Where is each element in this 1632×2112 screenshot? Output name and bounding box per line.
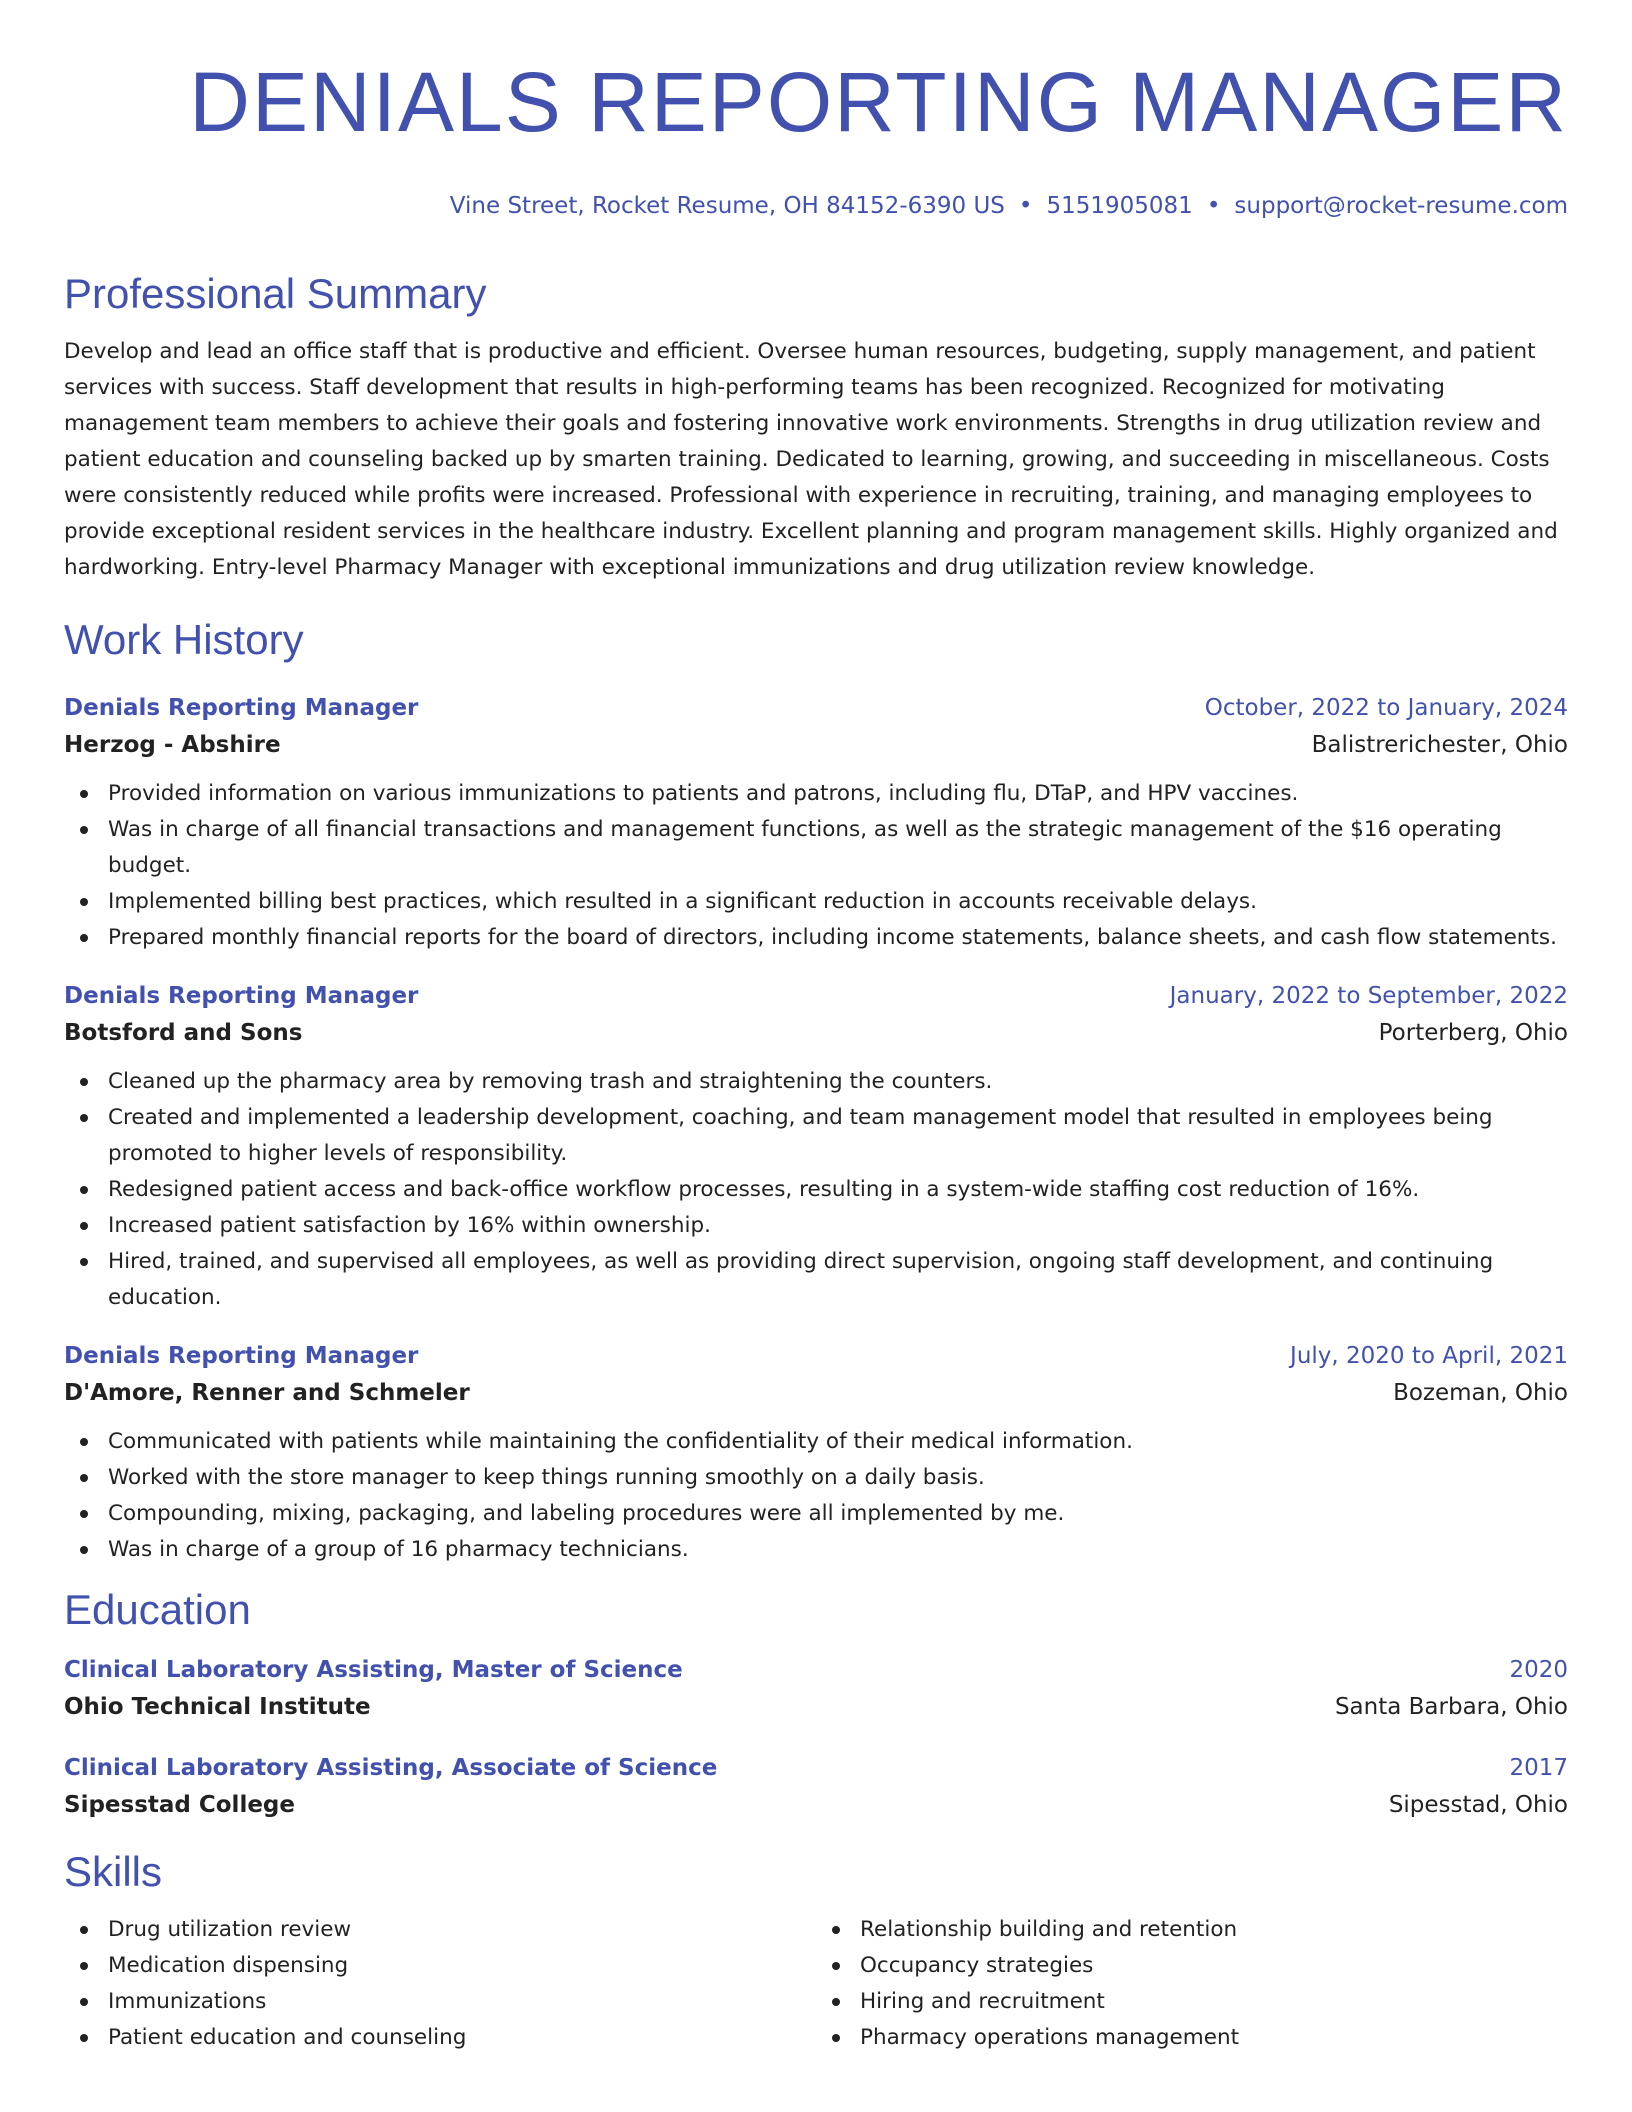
education-entry (64, 1652, 1568, 1726)
job-entry (64, 1338, 1568, 1568)
bullet-item: Prepared monthly financial reports for the board of directors, including income statements, balance sheets, and cash flow statements. (64, 920, 1568, 956)
education-entry (64, 1750, 1568, 1824)
edu-degree: Clinical Laboratory Assisting, Associate of Science (64, 1755, 718, 1781)
education-heading: Education (64, 1586, 251, 1633)
job-role: Denials Reporting Manager (64, 983, 419, 1009)
summary-heading: Professional Summary (64, 270, 487, 317)
bullet-item: Compounding, mixing, packaging, and labeling procedures were all implemented by me. (64, 1496, 1568, 1532)
separator-dot: • (1206, 193, 1221, 219)
bullet-item: Was in charge of a group of 16 pharmacy technicians. (64, 1532, 1568, 1568)
skill-item: Patient education and counseling (64, 2020, 816, 2056)
job-entry (64, 690, 1568, 956)
skill-item: Immunizations (64, 1984, 816, 2020)
edu-school: Ohio Technical Institute (64, 1694, 371, 1720)
job-company: Botsford and Sons (64, 1020, 303, 1046)
work-history-heading: Work History (64, 616, 304, 663)
job-bullets (64, 1424, 1568, 1568)
contact-email: support@rocket-resume.com (1234, 193, 1568, 219)
job-dates: January, 2022 to September, 2022 (1169, 983, 1568, 1009)
contact-line (64, 190, 1568, 222)
bullet-item: Provided information on various immunizations to patients and patrons, including flu, DTaP, and HPV vaccines. (64, 776, 1568, 812)
skills-column-left (64, 1912, 816, 2056)
bullet-item: Communicated with patients while maintaining the confidentiality of their medical information. (64, 1424, 1568, 1460)
skill-item: Medication dispensing (64, 1948, 816, 1984)
bullet-item: Created and implemented a leadership development, coaching, and team management model that resulted in employees being promoted to higher levels of responsibility. (64, 1100, 1568, 1172)
job-company: D'Amore, Renner and Schmeler (64, 1380, 470, 1406)
edu-location: Santa Barbara, Ohio (1334, 1694, 1568, 1720)
edu-year: 2017 (1509, 1755, 1568, 1781)
job-role: Denials Reporting Manager (64, 1343, 419, 1369)
bullet-item: Cleaned up the pharmacy area by removing trash and straightening the counters. (64, 1064, 1568, 1100)
bullet-item: Implemented billing best practices, which resulted in a significant reduction in accounts receivable delays. (64, 884, 1568, 920)
job-dates: July, 2020 to April, 2021 (1290, 1343, 1568, 1369)
job-location: Balistrerichester, Ohio (1311, 732, 1568, 758)
summary-text: Develop and lead an office staff that is productive and efficient. Oversee human resources, budgeting, supply management, and patient services with success. Staff development that results in high-performing teams has been recognized. Recognized for motivating management team members to achieve their goals and fostering innovative work environments. Strengths in drug utilization review and patient education and counseling backed up by smarten training. Dedicated to learning, growing, and succeeding in miscellaneous. Costs were consistently reduced while profits were increased. Professional with experience in recruiting, training, and managing employees to provide exceptional resident services in the healthcare industry. Excellent planning and program management skills. Highly organized and hardworking. Entry-level Pharmacy Manager with exceptional immunizations and drug utilization review knowledge. (64, 339, 1558, 580)
job-role: Denials Reporting Manager (64, 695, 419, 721)
contact-phone: 5151905081 (1046, 193, 1193, 219)
job-location: Porterberg, Ohio (1378, 1020, 1568, 1046)
skill-item: Relationship building and retention (816, 1912, 1568, 1948)
job-bullets (64, 1064, 1568, 1316)
skills-heading: Skills (64, 1848, 163, 1895)
edu-location: Sipesstad, Ohio (1388, 1792, 1568, 1818)
job-location: Bozeman, Ohio (1393, 1380, 1568, 1406)
contact-address: Vine Street, Rocket Resume, OH 84152-6390 US (449, 193, 1005, 219)
job-bullets (64, 776, 1568, 956)
edu-school: Sipesstad College (64, 1792, 295, 1818)
resume-name: DENIALS REPORTING MANAGER (189, 55, 1568, 149)
job-dates: October, 2022 to January, 2024 (1204, 695, 1568, 721)
bullet-item: Redesigned patient access and back-office workflow processes, resulting in a system-wide staffing cost reduction of 16%. (64, 1172, 1568, 1208)
skills-column-right (816, 1912, 1568, 2056)
skill-item: Occupancy strategies (816, 1948, 1568, 1984)
skill-item: Pharmacy operations management (816, 2020, 1568, 2056)
skill-item: Hiring and recruitment (816, 1984, 1568, 2020)
job-entry (64, 978, 1568, 1316)
resume-header (64, 0, 1568, 222)
edu-degree: Clinical Laboratory Assisting, Master of Science (64, 1657, 683, 1683)
separator-dot: • (1018, 193, 1033, 219)
bullet-item: Worked with the store manager to keep things running smoothly on a daily basis. (64, 1460, 1568, 1496)
bullet-item: Was in charge of all financial transactions and management functions, as well as the strategic management of the $16 operating budget. (64, 812, 1568, 884)
skill-item: Drug utilization review (64, 1912, 816, 1948)
edu-year: 2020 (1509, 1657, 1568, 1683)
skills-list (64, 1912, 1568, 2056)
job-company: Herzog - Abshire (64, 732, 281, 758)
bullet-item: Hired, trained, and supervised all employees, as well as providing direct supervision, ongoing staff development, and continuing education. (64, 1244, 1568, 1316)
bullet-item: Increased patient satisfaction by 16% within ownership. (64, 1208, 1568, 1244)
